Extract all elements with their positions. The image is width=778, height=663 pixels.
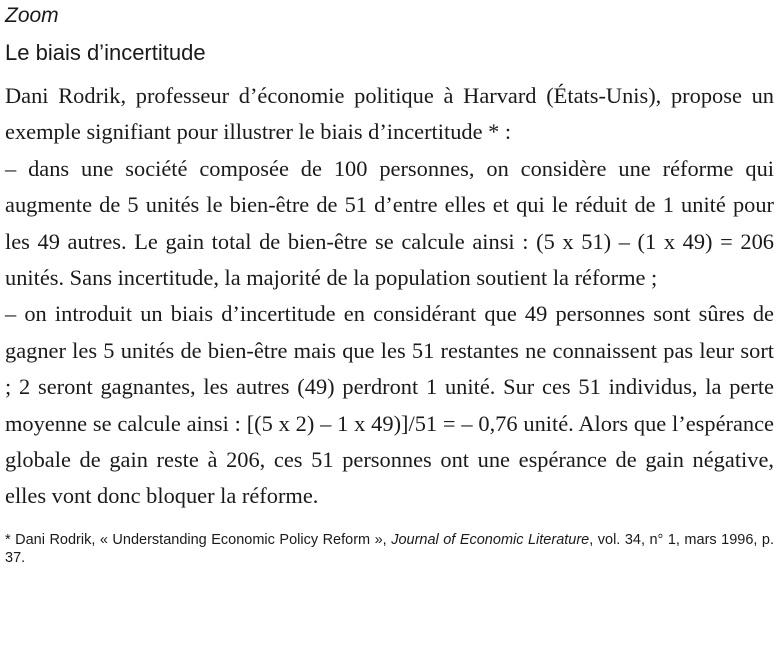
scenario-without-uncertainty: – dans une société composée de 100 personnes, on considère une réforme qui augmente de 5 unités le bien-être de 51 d’entre elles et qui le réduit de 1 unité pour les 49 autres. Le gain total de bien-être se calcule ainsi : (5 x 51) – (1 x 49) = 206 unités. Sans incertitude, la majorité de la population soutient la réforme ; — [5, 155, 774, 291]
footnote-prefix: * Dani Rodrik, « Understanding Economic Policy Reform », — [5, 531, 392, 548]
footnote-journal: Journal of Economic Literature — [391, 531, 590, 548]
footnote — [5, 531, 774, 567]
zoom-label: Zoom — [5, 4, 59, 27]
section-title: Le biais d’incertitude — [5, 40, 206, 65]
scenario-with-uncertainty: – on introduit un biais d’incertitude en considérant que 49 personnes sont sûres de gagner les 5 unités de bien-être mais que les 51 restantes ne connaissent pas leur sort ; 2 seront gagnantes, les autres (49) perdront 1 unité. Sur ces 51 individus, la perte moyenne se calcule ainsi : [(5 x 2) – 1 x 49)]/51 = – 0,76 unité. Alors que l’espérance globale de gain reste à 206, ces 51 personnes ont une espérance de gain négative, elles vont donc bloquer la réforme. — [5, 301, 774, 509]
footnote-suffix: , vol. 34, n° 1, mars 1996, p. 37. — [5, 531, 775, 566]
intro-paragraph: Dani Rodrik, professeur d’économie politique à Harvard (États-Unis), propose un exemple signifiant pour illustrer le biais d’incertitude * : — [5, 83, 774, 145]
